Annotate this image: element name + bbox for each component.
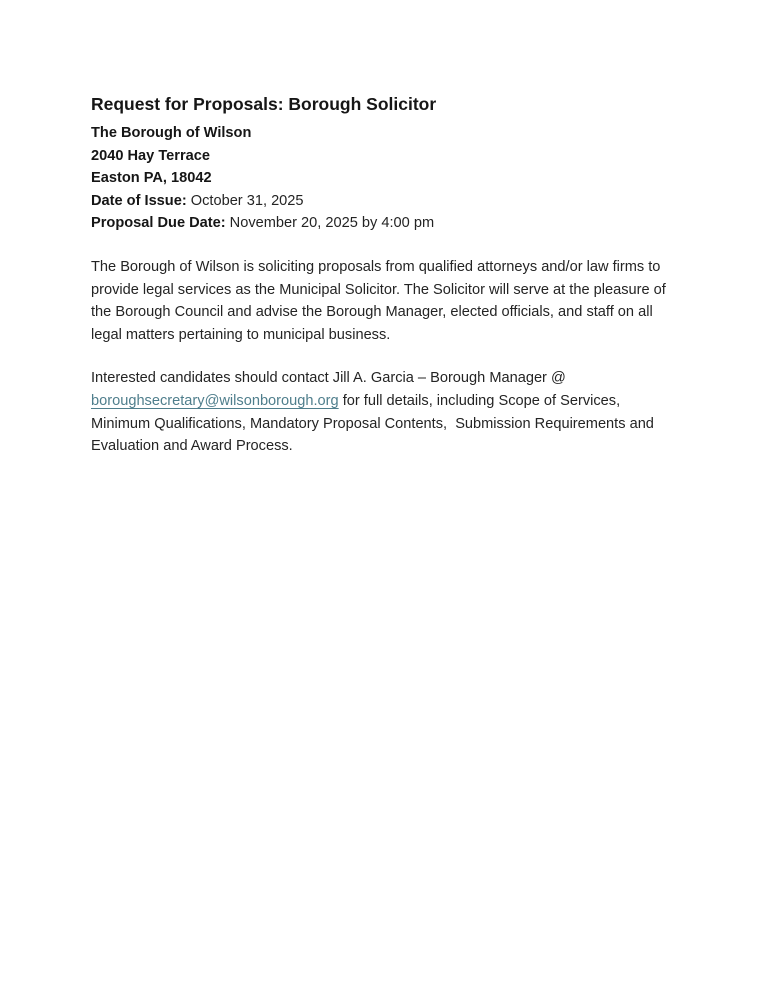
issue-date-value: October 31, 2025	[186, 192, 304, 209]
document-content	[91, 92, 677, 458]
contact-paragraph	[91, 367, 677, 457]
issue-date-line	[91, 190, 677, 213]
due-date-label: Proposal Due Date:	[91, 215, 226, 232]
contact-text-before-link: Interested candidates should contact Jill A. Garcia – Borough Manager @	[91, 370, 570, 387]
intro-paragraph: The Borough of Wilson is soliciting proposals from qualified attorneys and/or law firms to provide legal services as the Municipal Solicitor. The Solicitor will serve at the pleasure of the Borough Council and advise the Borough Manager, elected officials, and staff on all legal matters pertaining to municipal business.	[91, 258, 670, 343]
contact-text-after-link: for full details, including Scope of Services, Minimum Qualifications, Mandatory Proposal Contents, Submission Requirements and Evaluation and Award Process.	[91, 392, 658, 455]
due-date-value: November 20, 2025 by 4:00 pm	[225, 215, 435, 232]
org-name: The Borough of Wilson	[91, 125, 252, 141]
issue-date-label: Date of Issue:	[91, 192, 187, 209]
document-title: Request for Proposals: Borough Solicitor	[91, 94, 437, 114]
address-line-1: 2040 Hay Terrace	[91, 147, 211, 164]
due-date-line	[91, 212, 677, 235]
address-line-2: Easton PA, 18042	[91, 170, 212, 187]
email-link[interactable]: boroughsecretary@wilsonborough.org	[91, 392, 339, 409]
